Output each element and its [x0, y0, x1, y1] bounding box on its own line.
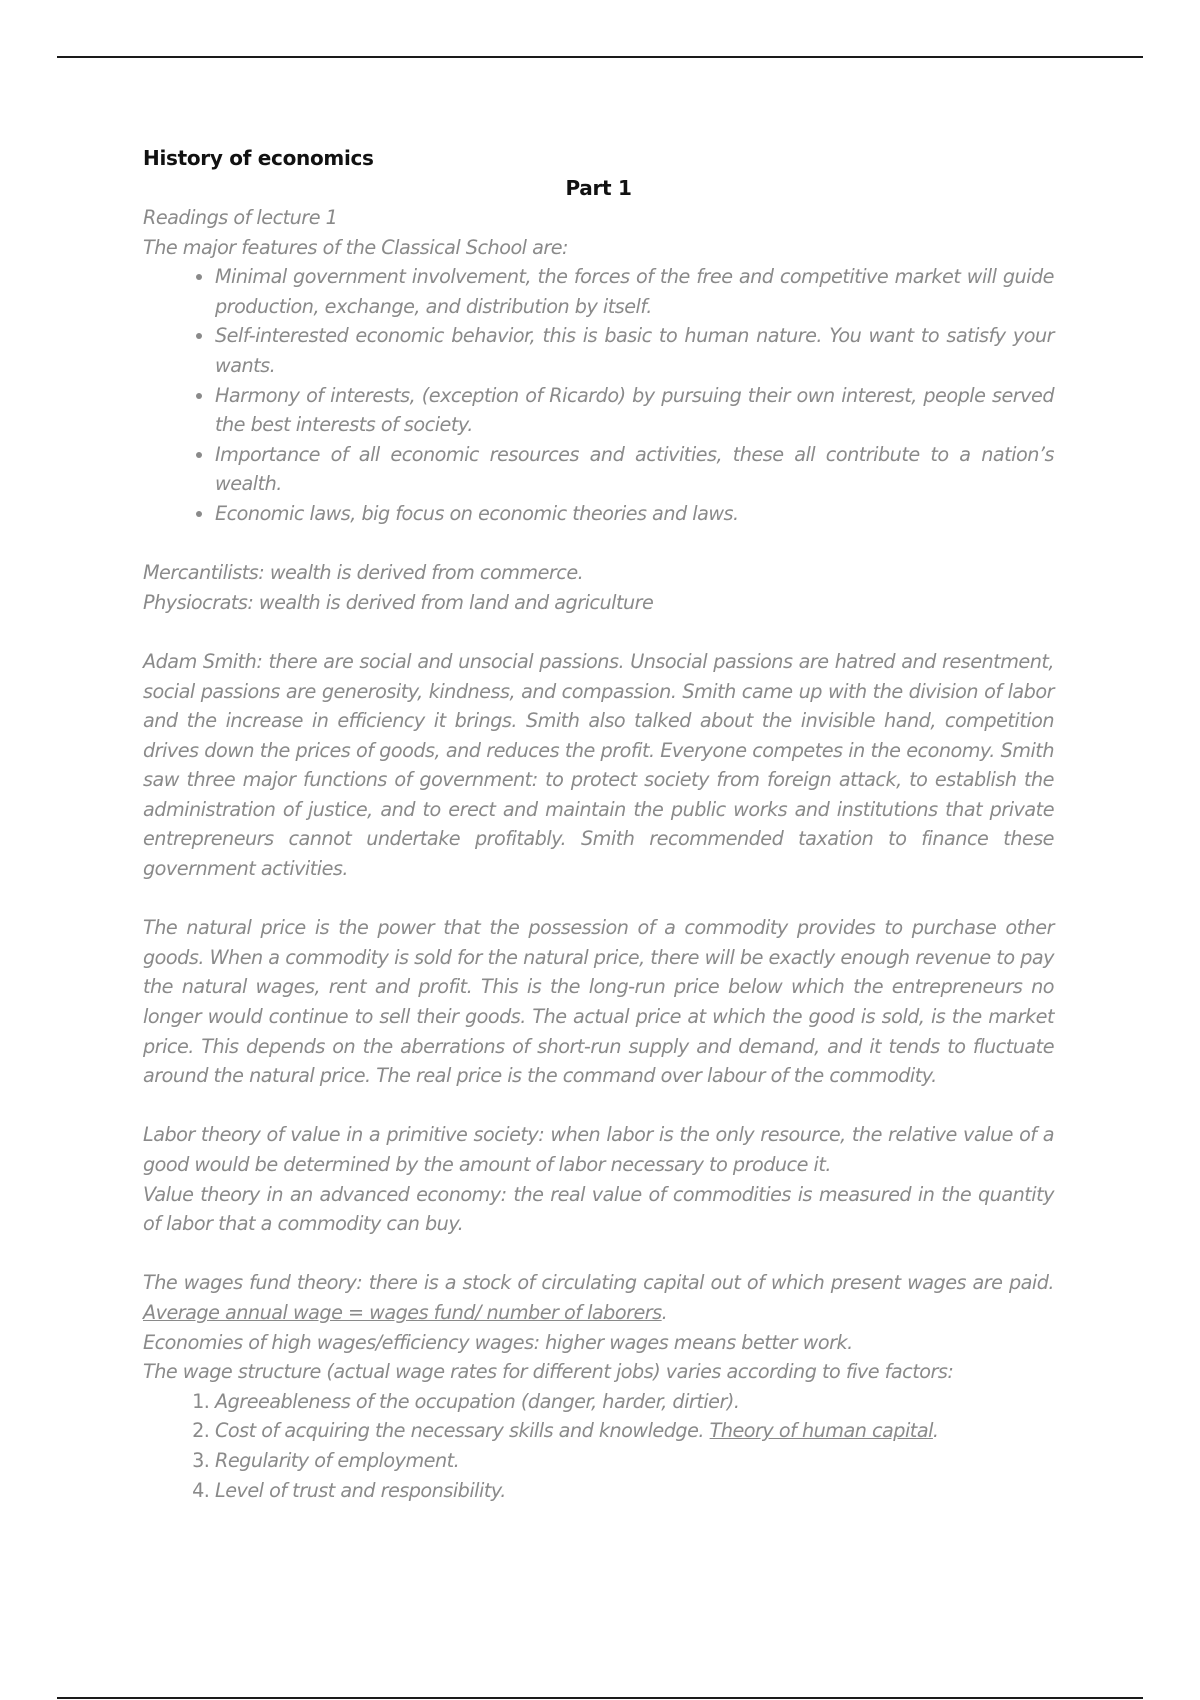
- wages-fund-text: The wages fund theory: there is a stock of circulating capital out of which present wages are paid.: [143, 1271, 1054, 1295]
- list-item: • Importance of all economic resources and activities, these all contribute to a nation’s wealth.: [215, 440, 1054, 499]
- wage-factor-end: .: [932, 1419, 939, 1443]
- labor-theory-paragraph: Labor theory of value in a primitive society: when labor is the only resource, the relative value of a good would be determined by the amount of labor necessary to produce it.: [143, 1123, 1054, 1176]
- wages-fund-end: .: [661, 1300, 668, 1324]
- wage-factor-text: Cost of acquiring the necessary skills and knowledge.: [215, 1419, 710, 1443]
- list-item: • Minimal government involvement, the forces of the free and competitive market will guide production, exchange, and distribution by itself.: [215, 262, 1054, 321]
- natural-price-paragraph: The natural price is the power that the possession of a commodity provides to purchase other goods. When a commodity is sold for the natural price, there will be exactly enough revenue to pay the natural wages, rent and profit. This is the long-run price below which the entrepreneurs no longer would continue to sell their goods. The actual price at which the good is sold, is the market price. This depends on the aberrations of short-run supply and demand, and it tends to fluctuate around the natural price. The real price is the command over labour of the commodity.: [143, 916, 1054, 1088]
- mercantilists-paragraph: Mercantilists: wealth is derived from commerce.: [143, 561, 584, 585]
- footer-rule: [57, 1697, 1143, 1699]
- physiocrats-paragraph: Physiocrats: wealth is derived from land and agriculture: [143, 590, 654, 614]
- list-item: • Economic laws, big focus on economic theories and laws.: [215, 499, 1054, 529]
- wage-structure-intro: The wage structure (actual wage rates for different jobs) varies according to five factors:: [143, 1360, 954, 1384]
- list-item: 1. Agreeableness of the occupation (danger, harder, dirtier).: [215, 1387, 1054, 1417]
- adam-smith-paragraph: Adam Smith: there are social and unsocial passions. Unsocial passions are hatred and resentment, social passions are generosity, kindness, and compassion. Smith came up with the division of labor and the increase in efficiency it brings. Smith also talked about the invisible hand, competition drives down the prices of goods, and reduces the profit. Everyone competes in the economy. Smith saw three major functions of government: to protect society from foreign attack, to establish the administration of justice, and to erect and maintain the public works and institutions that private entrepreneurs cannot undertake profitably. Smith recommended taxation to finance these government activities.: [143, 649, 1054, 881]
- classical-features-list: [143, 262, 1054, 528]
- part-heading: Part 1: [565, 176, 632, 200]
- list-item: • Harmony of interests, (exception of Ricardo) by pursuing their own interest, people served the best interests of society.: [215, 381, 1054, 440]
- list-item: [215, 1416, 1054, 1446]
- readings-label: Readings of lecture 1: [143, 206, 338, 229]
- classical-intro: The major features of the Classical School are:: [143, 235, 569, 259]
- human-capital-link: Theory of human capital: [709, 1419, 933, 1443]
- document-body: [143, 143, 1054, 1505]
- wage-factors-list: [143, 1387, 1054, 1505]
- header-rule: [57, 56, 1143, 58]
- high-wages-paragraph: Economies of high wages/efficiency wages: higher wages means better work.: [143, 1330, 853, 1354]
- document-title: History of economics: [143, 146, 374, 170]
- list-item: 4. Level of trust and responsibility.: [215, 1476, 1054, 1506]
- value-theory-paragraph: Value theory in an advanced economy: the real value of commodities is measured in the quantity of labor that a commodity can buy.: [143, 1182, 1054, 1236]
- list-item: • Self-interested economic behavior, this is basic to human nature. You want to satisfy your wants.: [215, 321, 1054, 380]
- wages-fund-paragraph: [143, 1268, 1054, 1327]
- wages-fund-formula: Average annual wage = wages fund/ number of laborers: [143, 1300, 662, 1324]
- list-item: 3. Regularity of employment.: [215, 1446, 1054, 1476]
